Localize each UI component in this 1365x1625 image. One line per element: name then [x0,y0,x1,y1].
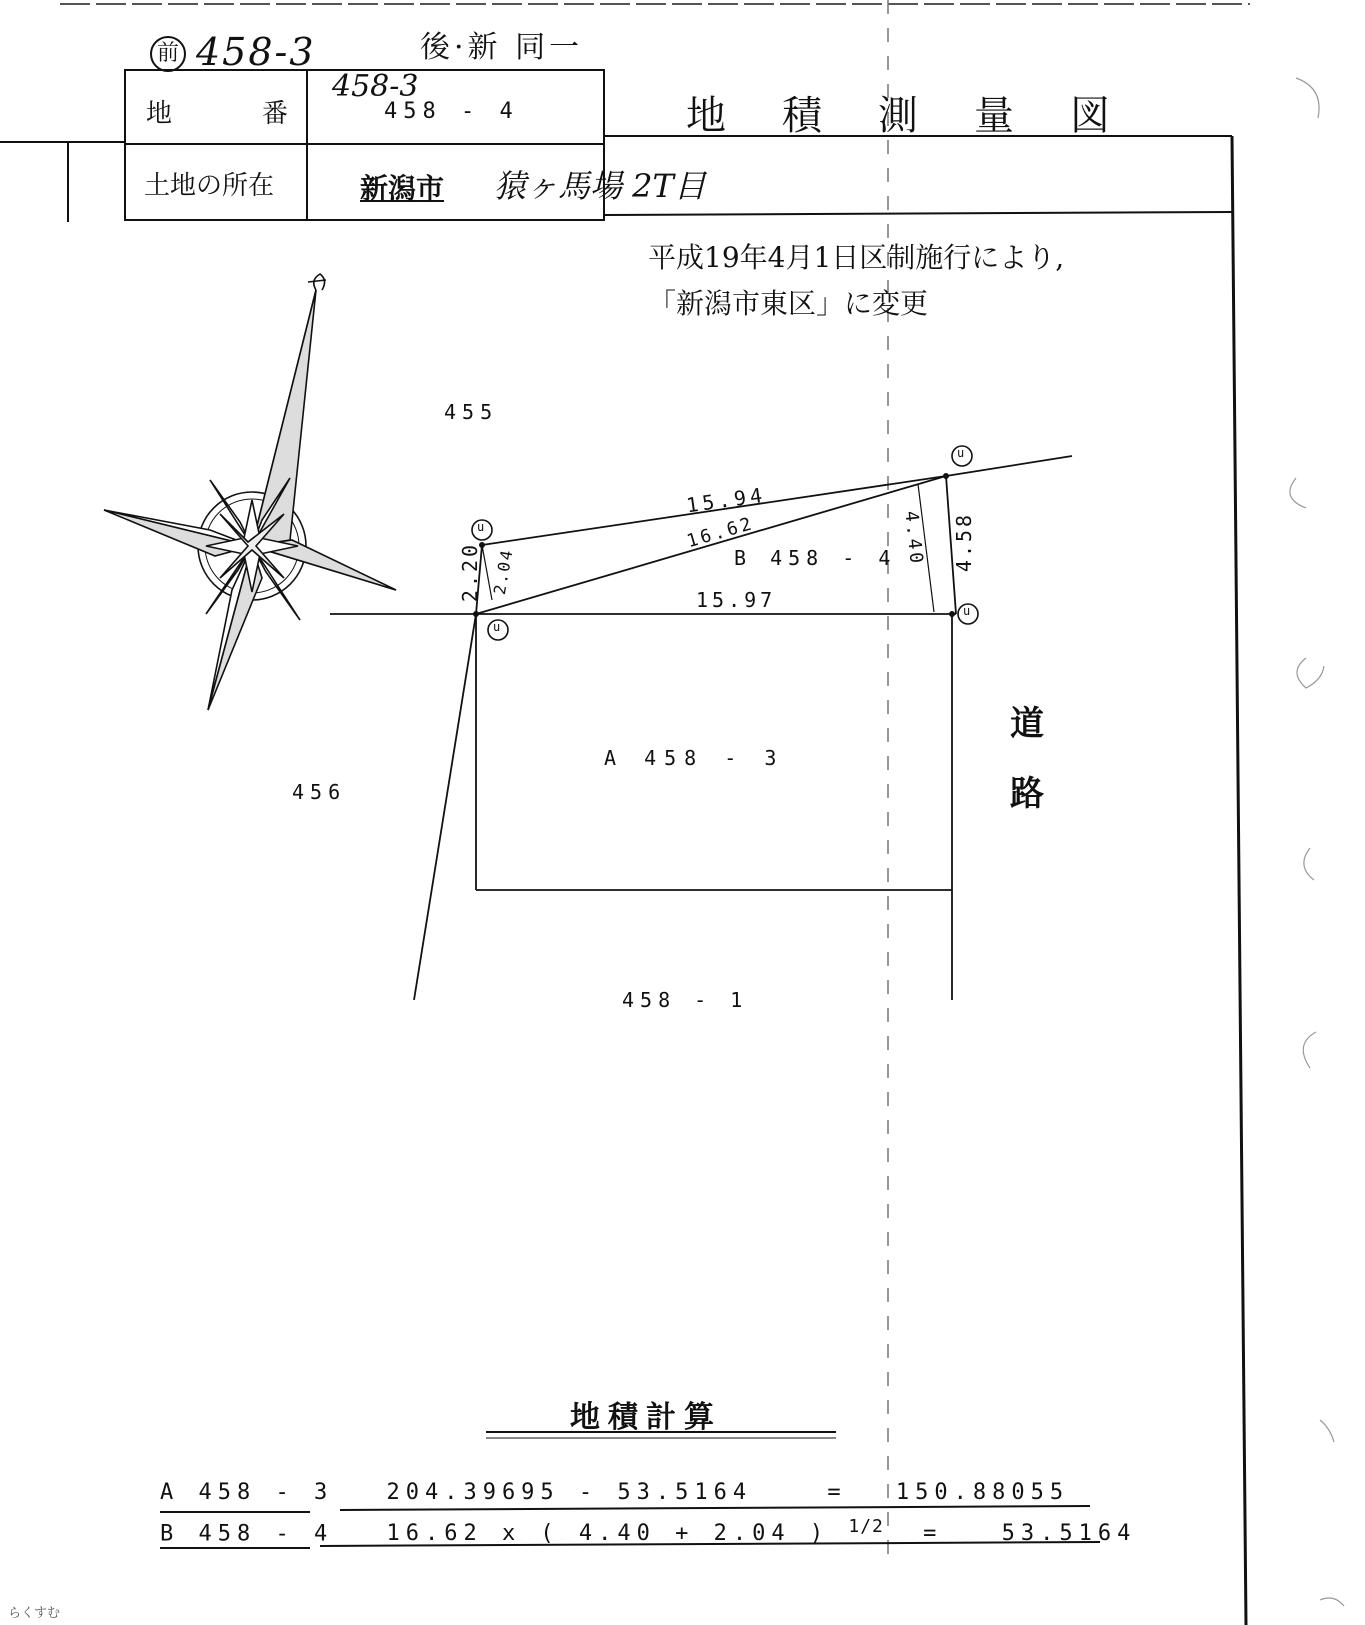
location-city: 新潟市 [360,172,445,205]
lot-label-1: 地 [146,99,173,129]
prev-mark-circle [150,36,186,72]
frame-right-border [1232,136,1246,1625]
parcel-north-label: 455 [444,400,499,424]
compass-rose [104,274,396,710]
parcel-b-label: B 458 - 4 [734,546,897,570]
dim-right-height: 4.40 [900,509,928,568]
calc-a-formula: 204.39695 - 53.5164 [386,1480,753,1505]
calc-b-label: B 458 - 4 [160,1521,334,1547]
calc-a-label: A 458 - 3 [160,1480,334,1505]
marker-glyph-1: u [477,520,485,534]
dim-bottom-edge: 15.97 [696,588,777,612]
road-label-2: 路 [1010,774,1044,814]
location-label-cell [126,145,308,219]
lot-value-typed: 458 - 4 [384,99,519,124]
dim-left-height: 2.04 [489,546,517,597]
marker-glyph-2: u [957,446,965,460]
dim-right-edge: 4.58 [952,511,977,573]
parcel-west-label: 456 [292,780,347,804]
calc-b-result: 53.5164 [1001,1521,1137,1547]
parcel-south-label: 458 - 1 [622,988,749,1012]
location-label: 土地の所在 [144,171,275,201]
notice-line-2: 「新潟市東区」に変更 [648,287,929,320]
calc-b-equals: = [923,1521,943,1547]
marker-glyph-4: u [963,604,971,618]
lot-label-cell [126,71,308,145]
calc-b-power: 1/2 [848,1516,884,1537]
marker-glyph-3: u [493,620,501,634]
lot-label-2: 番 [262,99,289,129]
dim-diagonal: 16.62 [684,512,757,553]
calc-b-formula: 16.62 x ( 4.40 + 2.04 ) [386,1521,830,1547]
road-label-1: 道 [1010,704,1044,744]
lot-value-handwritten: 458-3 [332,69,419,104]
prev-lot-note: 458-3 [196,30,316,74]
calc-row-a [160,1480,1069,1505]
scan-marks [1290,78,1344,1606]
notice-line-1: 平成19年4月1日区制施行により, [648,241,1065,274]
dim-left-edge: 2.20 [458,541,483,603]
footer-watermark: らくすむ [8,1606,61,1621]
location-row-bottom [605,212,1232,215]
calc-a-equals: = [827,1480,847,1505]
calc-row-b [160,1516,1136,1546]
location-value-cell [308,145,706,219]
parcel-a-label: A 458 - 3 [604,746,785,770]
calc-a-result: 150.88055 [895,1480,1070,1505]
calc-heading: 地積計算 [570,1400,722,1435]
location-rest: 猿ヶ馬場 2T目 [494,167,706,205]
header-table [124,69,706,221]
prev-mark: 前 [156,41,179,66]
document-title: 地 積 測 量 図 [686,93,1118,139]
lot-value-cell [308,71,603,145]
dim-top-edge: 15.94 [684,482,768,518]
after-note: 後·新 同一 [420,30,584,65]
